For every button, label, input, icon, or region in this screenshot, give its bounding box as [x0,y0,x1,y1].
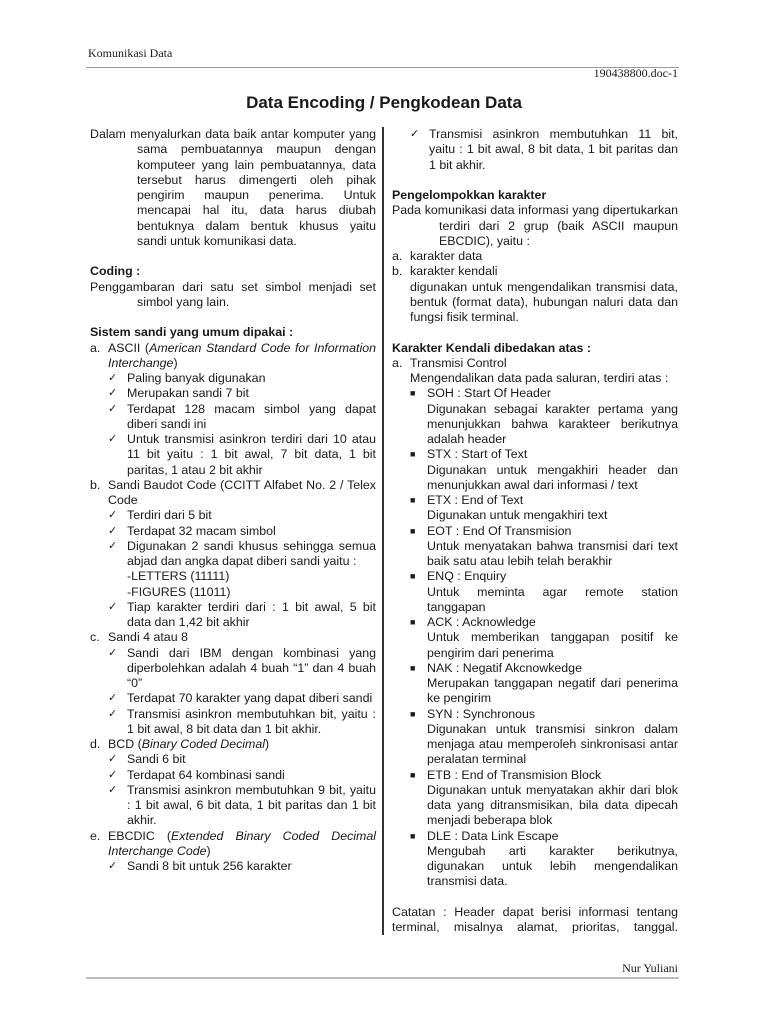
control-name: NAK : Negatif Akcnowkedge [427,660,582,675]
control-item [410,707,678,722]
check-item [108,768,376,783]
running-header-title: Komunikasi Data [88,46,173,60]
code-title [108,829,376,858]
code-item [90,341,376,372]
check-icon: ✓ [108,372,118,384]
list-marker: e. [90,828,101,843]
check-icon: ✓ [108,524,118,537]
control-description: Digunakan untuk mengakhiri text [427,508,608,523]
bullet-icon: ■ [410,449,416,460]
control-description: Mengendalikan data pada saluran, terdiri atas : [410,371,669,385]
check-icon: ✓ [108,433,118,445]
sub-code: -LETTERS (11111) [127,569,230,584]
control-description: Digunakan untuk menyatakan akhir dari blok data yang ditransmisikan, bila data dipecah menjadi beberapa blok [427,782,678,828]
code-item [90,829,376,860]
left-column [90,127,376,874]
bullet-icon: ■ [410,495,416,505]
bullet-icon: ■ [410,388,416,399]
code-title [108,478,376,507]
check-icon: ✓ [108,707,118,720]
check-item [108,432,376,478]
check-item [108,539,376,600]
control-item [410,524,678,539]
check-icon: ✓ [108,402,118,415]
control-item [410,768,678,783]
check-item [108,783,376,829]
check-text: Terdapat 64 kombinasi sandi [127,767,285,782]
coding-heading: Coding : [90,264,141,279]
control-description: Untuk meminta agar remote station tanggapan [427,584,678,614]
check-text: Terdapat 128 macam simbol yang dapat diberi sandi ini [127,401,376,431]
check-text: Paling banyak digunakan [127,371,266,385]
group-text: karakter kendali [410,264,498,279]
check-item [108,524,376,539]
check-text: Terdapat 70 karakter yang dapat diberi sandi [127,691,373,706]
kendali-heading: Karakter Kendali dibedakan atas : [392,340,592,355]
check-item [108,859,376,874]
code-title-text: Sandi Baudot Code (CCITT Alfabet No. 2 / Telex Code [108,477,376,507]
check-text: Transmisi asinkron membutuhkan 9 bit, yaitu : 1 bit awal, 6 bit data, 1 bit paritas dan 1 bit akhir. [127,782,376,828]
check-item [108,508,376,523]
code-title [108,341,376,370]
right-column [392,127,678,935]
list-marker: d. [90,737,101,751]
code-title-italic: Binary Coded Decimal [141,737,266,751]
code-item [90,737,376,752]
control-title: Transmisi Control [410,355,507,370]
control-description: Untuk memberikan tanggapan positif ke pengirim dari penerima [427,630,678,660]
control-name: ETX : End of Text [427,493,524,507]
check-item [108,752,376,767]
check-item [108,600,376,631]
code-title-suffix: ) [265,737,270,751]
column-divider [382,127,384,935]
control-description: Mengubah arti karakter berikutnya, digunakan untuk lebih mengendalikan transmisi data. [427,843,678,889]
check-icon: ✓ [108,692,118,705]
control-item [410,661,678,676]
kendali-description: digunakan untuk mengendalikan transmisi data, bentuk (format data), hubungan naluri data dan fungsi fisik terminal. [410,279,678,324]
check-icon: ✓ [108,539,118,552]
group-item [392,264,678,279]
control-description: Merupakan tanggapan negatif dari penerima ke pengirim [427,676,678,706]
grouping-heading: Pengelompokkan karakter [392,188,547,202]
check-icon: ✓ [108,860,118,872]
check-icon: ✓ [108,768,118,781]
note: Catatan : Header dapat berisi informasi tentang terminal, misalnya alamat, prioritas, tanggal. [392,904,678,934]
check-icon: ✓ [108,753,118,766]
control-item [410,447,678,462]
bullet-icon: ■ [410,769,416,780]
check-icon: ✓ [108,600,118,613]
code-title-suffix: ) [173,355,178,370]
list-marker: b. [392,264,403,279]
bullet-icon: ■ [410,662,416,673]
check-text: Tiap karakter terdiri dari : 1 bit awal, 5 bit data dan 1,42 bit akhir [127,599,376,629]
check-item [410,127,678,173]
check-item [108,371,376,386]
code-title-italic: American Standard Code for Information Interchange [108,340,376,370]
header-rule [86,67,679,68]
intro-paragraph: Dalam menyalurkan data baik antar komputer yang sama pembuatannya maupun dengan komputeer yang lain pembuatannya, data tersebut harus dimengerti oleh pihak pengirim maupun penerima. Untuk mencapai hal itu, data harus diubah bentuknya dalam bentuk khusus yaitu sandi untuk komunikasi data. [90,127,376,248]
list-marker: a. [392,355,403,370]
check-item [108,691,376,706]
list-marker: a. [90,340,101,355]
check-text: Terdiri dari 5 bit [127,508,212,523]
check-text: Digunakan 2 sandi khusus sehingga semua abjad dan angka dapat diberi sandi yaitu : [127,538,376,568]
control-name: EOT : End Of Transmision [427,523,572,538]
control-item [410,569,678,584]
control-item [410,386,678,401]
footer-rule [86,977,679,979]
check-text: Transmisi asinkron membutuhkan 11 bit, yaitu : 1 bit awal, 8 bit data, 1 bit paritas dan 1 bit akhir. [429,127,678,172]
code-title [108,630,188,644]
control-name: SOH : Start Of Header [427,386,551,401]
sub-code: -FIGURES (11011) [127,584,231,599]
control-name: DLE : Data Link Escape [427,828,559,843]
check-icon: ✓ [410,128,420,140]
check-text: Untuk transmisi asinkron terdiri dari 10 atau 11 bit yaitu : 1 bit awal, 7 bit data, 1 bit paritas, 1 atau 2 bit akhir [127,432,376,477]
check-item [108,402,376,433]
check-text: Merupakan sandi 7 bit [127,386,249,401]
page-title: Data Encoding / Pengkodean Data [246,93,522,112]
group-text: karakter data [410,249,483,263]
bullet-icon: ■ [410,617,416,627]
control-description: Untuk menyatakan bahwa transmisi dari text baik satu atau lebih telah berakhir [427,538,678,568]
code-title-text: BCD ( [108,737,142,751]
control-name: SYN : Synchronous [427,706,536,721]
control-name: STX : Start of Text [427,447,528,462]
check-icon: ✓ [108,387,118,400]
control-item [410,493,678,508]
check-item [108,646,376,692]
code-list [90,341,376,875]
code-title-italic: Extended Binary Coded Decimal Interchange Code [108,828,377,858]
check-text: Transmisi asinkron membutuhkan bit, yaitu : 1 bit awal, 8 bit data dan 1 bit akhir. [127,706,376,736]
control-name: ETB : End of Transmision Block [427,767,602,782]
check-item [108,386,376,401]
check-item [108,707,376,738]
group-item [392,249,678,264]
control-name: ACK : Acknowledge [427,615,536,629]
code-item [90,478,376,509]
control-name: ENQ : Enquiry [427,569,507,584]
check-icon: ✓ [108,783,118,796]
control-description: Digunakan untuk transmisi sinkron dalam menjaga atau memperoleh sinkronisasi antar peralatan terminal [427,721,678,767]
bullet-icon: ■ [410,830,416,841]
check-icon: ✓ [108,509,118,522]
control-list [392,386,678,889]
check-text: Sandi 6 bit [127,752,186,767]
list-marker: a. [392,249,403,263]
check-icon: ✓ [108,646,118,659]
list-marker: c. [90,630,100,645]
footer-author: Nur Yuliani [622,961,678,975]
control-item [410,615,678,630]
code-title-text: ASCII ( [108,340,150,355]
grouping-paragraph: Pada komunikasi data informasi yang dipertukarkan terdiri dari 2 grup (baik ASCII maupun EBCDIC), yaitu : [392,203,678,248]
bullet-icon: ■ [410,525,416,536]
bullet-icon: ■ [410,708,416,719]
control-description: Digunakan untuk mengakhiri header dan menunjukkan awal dari informasi / text [427,462,678,492]
code-title-text: Sandi 4 atau 8 [108,630,188,645]
code-item [90,630,376,645]
check-text: Sandi 8 bit untuk 256 karakter [127,859,292,873]
code-title [108,737,269,751]
control-section [392,356,678,371]
list-marker: b. [90,477,101,492]
control-description: Digunakan sebagai karakter pertama yang menunjukkan bahwa karakteer berikutnya adalah header [427,401,678,446]
check-text: Sandi dari IBM dengan kombinasi yang diperbolehkan adalah 4 buah “1” dan 4 buah “0” [127,645,376,690]
bullet-icon: ■ [410,571,416,582]
code-title-text: EBCDIC ( [108,828,172,843]
sistem-heading: Sistem sandi yang umum dipakai : [90,325,294,340]
control-item [410,829,678,844]
code-title-suffix: ) [206,843,211,858]
coding-definition: Penggambaran dari satu set simbol menjadi set simbol yang lain. [90,279,376,309]
document-filename: 190438800.doc-1 [593,66,678,80]
check-text: Terdapat 32 macam simbol [127,523,276,538]
